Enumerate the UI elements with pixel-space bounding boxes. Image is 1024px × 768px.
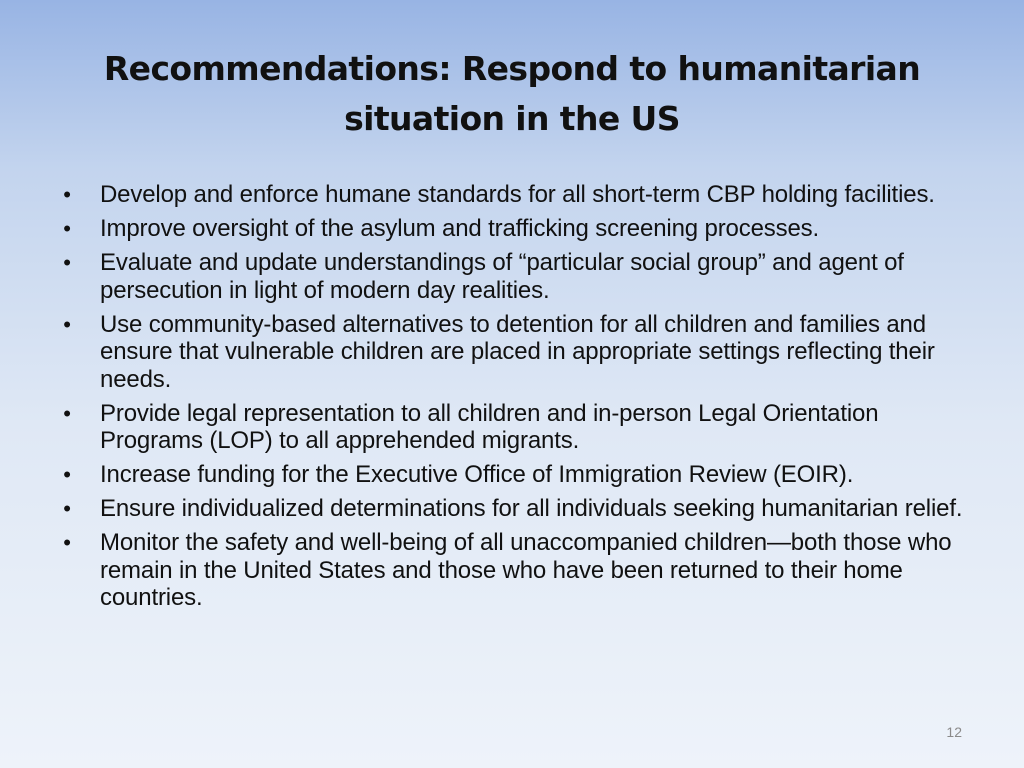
bullet-text: Develop and enforce humane standards for all short-term CBP holding facilities. [100, 181, 935, 208]
bullet-text: Improve oversight of the asylum and trafficking screening processes. [100, 215, 820, 242]
page-number: 12 [946, 724, 962, 740]
bullet-item [60, 215, 975, 243]
bullet-icon: • [63, 311, 71, 337]
bullet-icon: • [63, 496, 71, 521]
bullet-item [60, 311, 975, 394]
bullet-icon: • [63, 216, 71, 241]
bullet-icon: • [63, 182, 71, 207]
bullet-text: Ensure individualized determinations for all individuals seeking humanitarian relief. [100, 495, 963, 522]
bullet-icon: • [63, 462, 71, 487]
bullet-item [60, 495, 975, 523]
bullet-list [60, 181, 975, 618]
bullet-icon: • [63, 530, 71, 555]
bullet-item [60, 461, 975, 489]
bullet-item [60, 249, 975, 304]
bullet-item [60, 529, 975, 612]
bullet-text: Evaluate and update understandings of “particular social group” and agent of persecution in light of modern day realities. [100, 249, 904, 304]
slide-title: Recommendations: Respond to humanitarian situation in the US [103, 49, 921, 138]
bullet-text: Use community-based alternatives to detention for all children and families and ensure that vulnerable children are placed in appropriate settings reflecting their needs. [100, 310, 935, 393]
bullet-icon: • [63, 250, 71, 275]
bullet-icon: • [63, 400, 71, 426]
bullet-text: Provide legal representation to all children and in-person Legal Orientation Programs (LOP) to all apprehended migrants. [100, 399, 879, 454]
bullet-text: Increase funding for the Executive Office of Immigration Review (EOIR). [100, 461, 854, 488]
bullet-item [60, 400, 975, 455]
bullet-item [60, 181, 975, 209]
bullet-text: Monitor the safety and well-being of all unaccompanied children—both those who remain in the United States and those who have been returned to their home countries. [100, 529, 952, 611]
